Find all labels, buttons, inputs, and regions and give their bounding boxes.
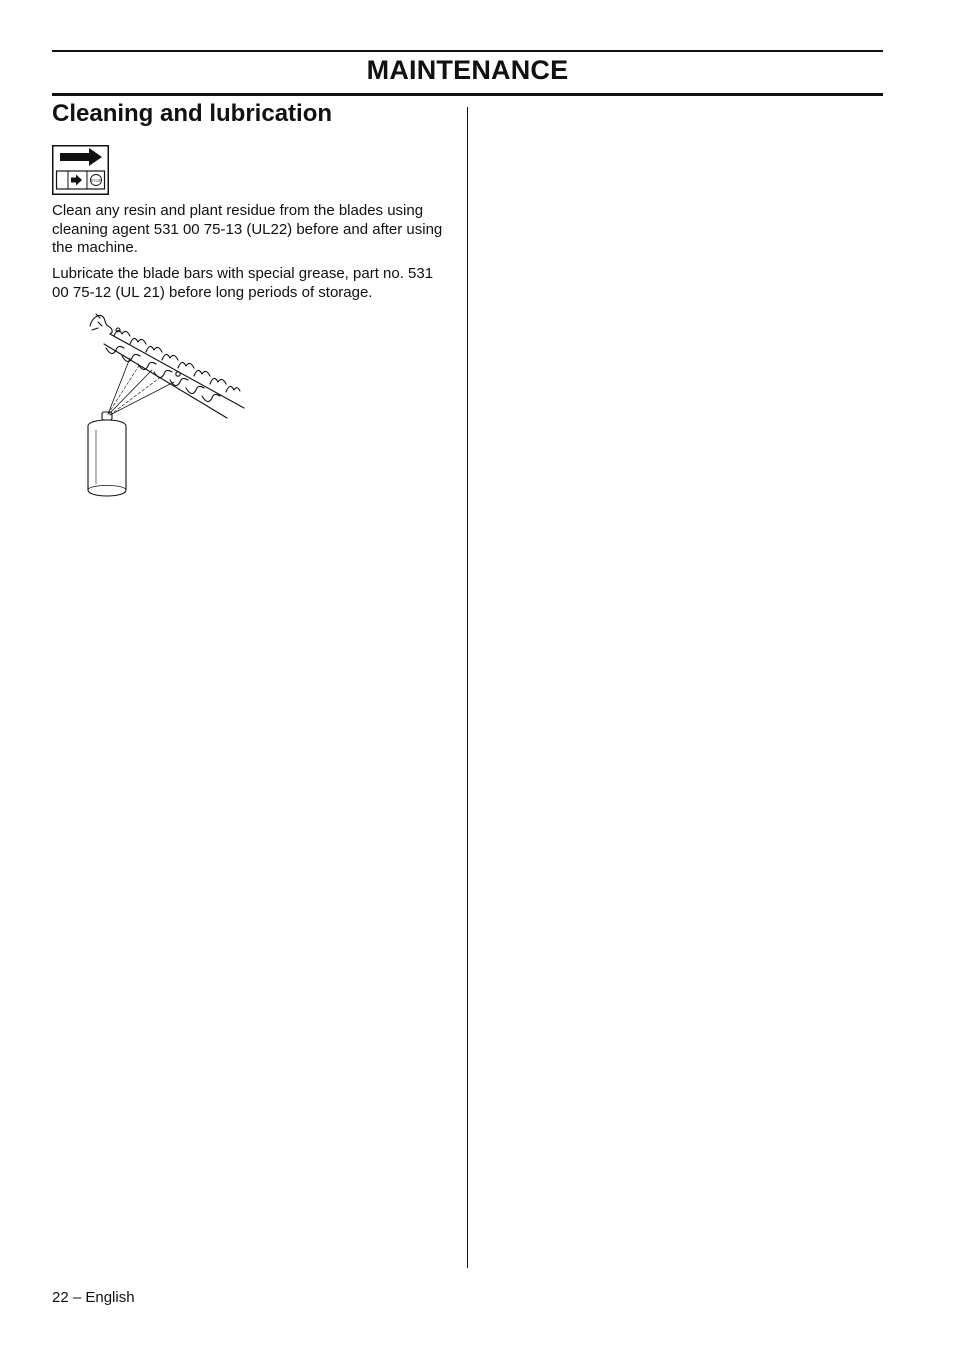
lubrication-paragraph: Lubricate the blade bars with special grease, part no. 531 00 75-12 (UL 21) before long periods of storage.: [52, 265, 434, 301]
spray-can-illustration: [82, 308, 247, 500]
header-bottom-rule: [52, 93, 883, 96]
column-divider: [467, 107, 468, 1268]
svg-text:STOP: STOP: [90, 178, 102, 183]
page-footer: 22 – English: [52, 1289, 135, 1306]
header-top-rule: [52, 50, 883, 52]
section-title: Cleaning and lubrication: [52, 100, 333, 127]
maintenance-schedule-icon: [52, 145, 109, 195]
page-header: MAINTENANCE: [366, 55, 569, 85]
cleaning-paragraph: Clean any resin and plant residue from the blades using cleaning agent 531 00 75-13 (UL22) before and after using the machine.: [52, 202, 443, 256]
